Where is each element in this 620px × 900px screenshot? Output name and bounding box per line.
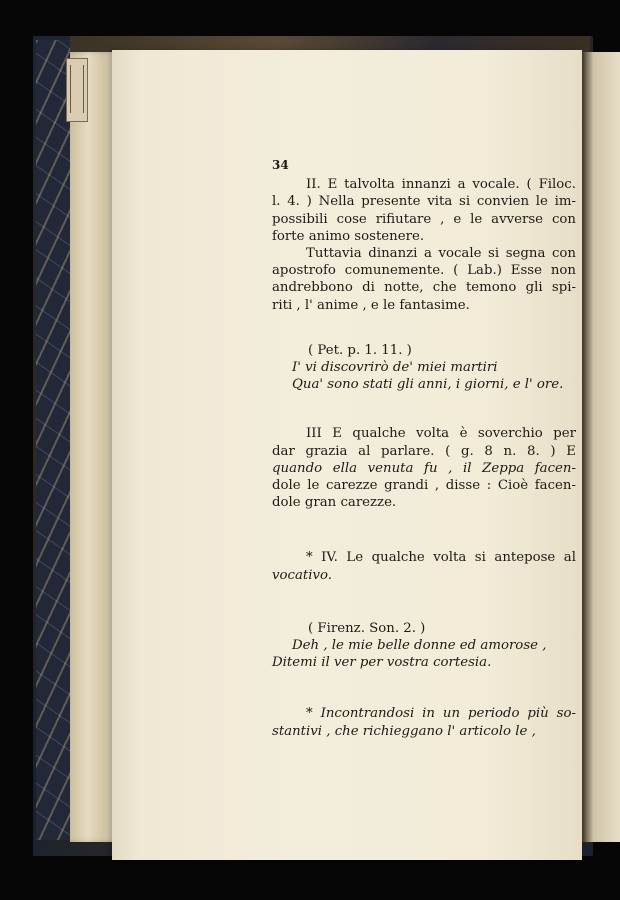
page-number: 34 xyxy=(272,158,289,172)
citation: ( Pet. p. 1. 11. ) xyxy=(308,342,412,358)
citation: ( Firenz. Son. 2. ) xyxy=(308,620,426,636)
marbled-board xyxy=(36,40,70,840)
text-line: dar grazia al parlare. ( g. 8 n. 8. ) E xyxy=(272,443,576,459)
verse-line: Deh , le mie belle donne ed amorose , xyxy=(292,638,547,654)
text-line: andrebbono di notte, che temono gli spi- xyxy=(272,280,576,296)
text-line: vocativo. xyxy=(272,567,332,583)
text-line: stantivi , che richieggano l' articolo le , xyxy=(272,723,536,739)
paragraph-ii xyxy=(272,176,576,245)
text-line: * Incontrandosi in un periodo più so- xyxy=(306,706,576,722)
text-line: quando ella venuta fu , il Zeppa facen- xyxy=(272,460,576,476)
spine-label xyxy=(66,58,88,122)
paragraph-incontrandosi xyxy=(272,705,576,739)
facing-page-edge xyxy=(582,52,620,842)
paragraph-iv xyxy=(272,549,576,583)
text-line: possibili cose rifiutare , e le avverse con xyxy=(272,211,576,227)
paragraph-tuttavia xyxy=(272,245,576,314)
page-text xyxy=(272,157,576,740)
text-line: III E qualche volta è soverchio per xyxy=(306,426,576,442)
verse-line: Ditemi il ver per vostra cortesia. xyxy=(272,655,492,671)
verse-line: I' vi discovrirò de' miei martiri xyxy=(292,360,498,376)
text-line: l. 4. ) Nella presente vita si convien le im- xyxy=(272,194,576,210)
text-line: dole gran carezze. xyxy=(272,495,397,511)
text-line: II. E talvolta innanzi a vocale. ( Filoc. xyxy=(306,177,576,193)
text-line: forte animo sostenere. xyxy=(272,228,425,244)
verse-line: Qua' sono stati gli anni, i giorni, e l' ore. xyxy=(292,377,564,393)
text-line: Tuttavia dinanzi a vocale si segna con xyxy=(306,246,576,262)
text-line: apostrofo comunemente. ( Lab.) Esse non xyxy=(272,263,576,279)
text-line: dole le carezze grandi , disse : Cioè facen- xyxy=(272,478,576,494)
text-line: riti , l' anime , e le fantasime. xyxy=(272,297,470,313)
text-line: * IV. Le qualche volta si antepose al xyxy=(306,550,576,566)
paragraph-iii xyxy=(272,425,576,511)
